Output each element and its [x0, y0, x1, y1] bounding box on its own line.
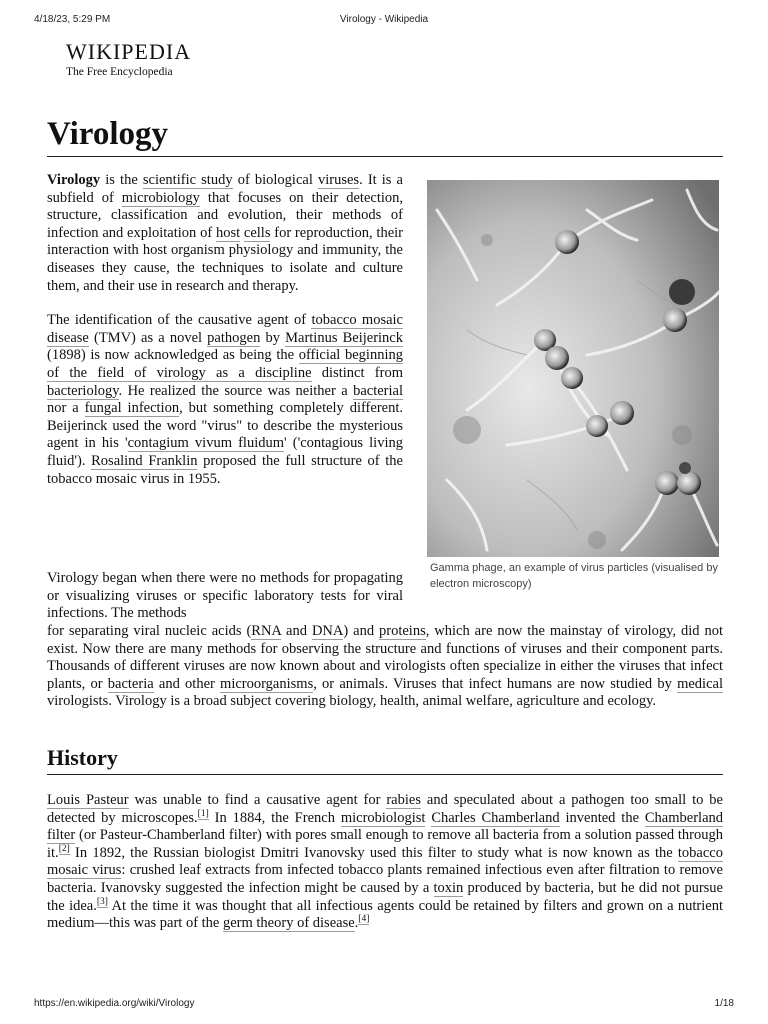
link-fungal-infection[interactable]: fungal infection — [84, 400, 180, 417]
text: (TMV) as a novel — [88, 329, 208, 346]
text: and — [281, 623, 312, 639]
text: , which are now the mainstay of virology, did not exist. Now there are many methods for observing the structure and functions of viruses and their component parts. Thousands of different viruses are now known about and virologists often specialize in either the viruses that infect plants, or — [47, 623, 723, 692]
print-header — [34, 14, 734, 28]
logo-tagline: The Free Encyclopedia — [66, 66, 173, 78]
link-microorganisms[interactable]: microorganisms — [220, 675, 314, 692]
text: and speculated about a pathogen too small to be detected by microscopes. — [47, 792, 723, 826]
print-page-title: Virology - Wikipedia — [339, 14, 429, 25]
link-host[interactable]: host — [215, 224, 241, 241]
text: . He realized the source was neither a — [118, 382, 354, 399]
print-page-number: 1/18 — [714, 998, 734, 1009]
text: In 1884, the French — [208, 809, 341, 826]
link-proteins[interactable]: proteins — [379, 623, 426, 639]
text: virologists. Virology is a broad subject covering biology, health, animal welfare, agriculture and ecology. — [47, 693, 657, 710]
link-charles-chamberland[interactable]: Charles Chamberland — [431, 809, 560, 826]
link-bacterial[interactable]: bacterial — [353, 382, 403, 399]
text: was unable to find a causative agent for — [128, 792, 387, 808]
text: . — [354, 915, 359, 932]
lead-section — [47, 172, 403, 505]
text: ' ('contagious living fluid'). — [47, 435, 403, 469]
section-heading-history: History — [47, 744, 723, 775]
text: (1898) is now acknowledged as being the — [47, 347, 299, 364]
link-viruses[interactable]: viruses — [317, 172, 360, 188]
text: by — [260, 329, 286, 346]
text: In 1892, the Russian biologist Dmitri Ivanovsky used this filter to study what is now known as the — [69, 844, 678, 861]
link-germ-theory[interactable]: germ theory of disease — [222, 915, 355, 932]
text: At the time it was thought that all infectious agents could be retained by filters and grown on a nutrient medium—this was part of the — [47, 897, 723, 932]
link-pathogen[interactable]: pathogen — [207, 329, 261, 346]
lead-paragraph-3-start — [47, 570, 403, 623]
text: produced by bacteria, but he did not pursue the idea. — [47, 879, 723, 914]
text: (or Pasteur-Chamberland filter) with pores small enough to remove all bacteria from a solution passed through it. — [47, 827, 723, 861]
citation-1[interactable]: [1] — [197, 808, 209, 819]
citation-4[interactable]: [4] — [358, 914, 370, 925]
citation-3[interactable]: [3] — [96, 896, 108, 907]
link-contagium-vivum-fluidum[interactable]: contagium vivum fluidum — [127, 435, 285, 452]
text: distinct from — [311, 364, 403, 381]
text: for separating viral nucleic acids ( — [47, 623, 252, 639]
print-timestamp: 4/18/23, 5:29 PM — [34, 14, 111, 25]
link-toxin[interactable]: toxin — [433, 879, 464, 896]
text: The identification of the causative agent of — [47, 312, 312, 329]
figure-caption: Gamma phage, an example of virus particles (visualised by electron microscopy) — [430, 562, 718, 590]
link-tobacco-mosaic-disease[interactable]: tobacco mosaic disease — [47, 312, 403, 346]
link-cells[interactable]: cells — [243, 224, 271, 241]
wikipedia-logo[interactable] — [66, 40, 191, 79]
link-rosalind-franklin[interactable]: Rosalind Franklin — [91, 452, 198, 469]
figure-gamma-phage — [427, 180, 719, 592]
text: nor a — [47, 400, 85, 417]
link-louis-pasteur[interactable]: Louis Pasteur — [47, 792, 129, 808]
link-microbiologist[interactable]: microbiologist — [340, 809, 426, 826]
text: Virology began when there were no methods for propagating or visualizing viruses or specific laboratory tests for viral infections. The methods — [47, 570, 403, 622]
text: that focuses on their detection, structure, classification and evolution, their methods of infection and exploitation of — [47, 189, 403, 241]
link-microbiology[interactable]: microbiology — [121, 189, 200, 206]
text: ) and — [343, 623, 380, 639]
page-title: Virology — [47, 114, 723, 157]
lead-paragraph-1 — [47, 172, 403, 295]
text: for reproduction, their interaction with host organism physiology and immunity, the diseases they cause, the techniques to isolate and culture them, and their use in research and therapy. — [47, 224, 403, 294]
link-bacteria[interactable]: bacteria — [107, 675, 154, 692]
text: , but something completely different. Beijerinck used the word "virus" to describe the mysterious agent in his ' — [47, 400, 403, 452]
text: : crushed leaf extracts from infected tobacco plants remained infectious even after filtration to remove bacteria. Ivanovsky suggested the infection might be caused by a — [47, 862, 723, 896]
link-beijerinck[interactable]: Martinus Beijerinck — [285, 329, 403, 346]
bold-term: Virology — [47, 172, 101, 188]
link-official-beginning[interactable]: official beginning of the field of virology as a discipline — [47, 347, 403, 381]
link-medical[interactable]: medical — [677, 675, 723, 692]
logo-wordmark: WIKIPEDIA — [66, 39, 192, 64]
link-scientific-study[interactable]: scientific study — [142, 172, 233, 188]
lead-paragraph-3-continued — [47, 623, 723, 711]
text: proposed the full structure of the tobacco mosaic virus in 1955. — [47, 452, 403, 487]
lead-paragraph-2 — [47, 312, 403, 488]
electron-micrograph-image[interactable] — [427, 180, 719, 557]
text: . It is a subfield of — [47, 172, 403, 206]
text: , or animals. Viruses that infect humans are now studied by — [313, 675, 678, 692]
link-chamberland-filter[interactable]: Chamberland filter — [47, 809, 724, 844]
print-footer — [34, 998, 734, 1012]
link-rabies[interactable]: rabies — [386, 792, 421, 808]
link-tobacco-mosaic-virus[interactable]: tobacco mosaic virus — [47, 844, 723, 879]
link-rna[interactable]: RNA — [251, 623, 282, 639]
print-url: https://en.wikipedia.org/wiki/Virology — [34, 998, 195, 1009]
text: invented the — [559, 809, 645, 826]
text: and other — [153, 675, 221, 692]
text: is the — [100, 172, 143, 188]
link-bacteriology[interactable]: bacteriology — [47, 382, 119, 399]
text: of biological — [232, 172, 318, 188]
link-dna[interactable]: DNA — [311, 623, 344, 639]
history-paragraph — [47, 792, 723, 933]
citation-2[interactable]: [2] — [58, 843, 70, 854]
